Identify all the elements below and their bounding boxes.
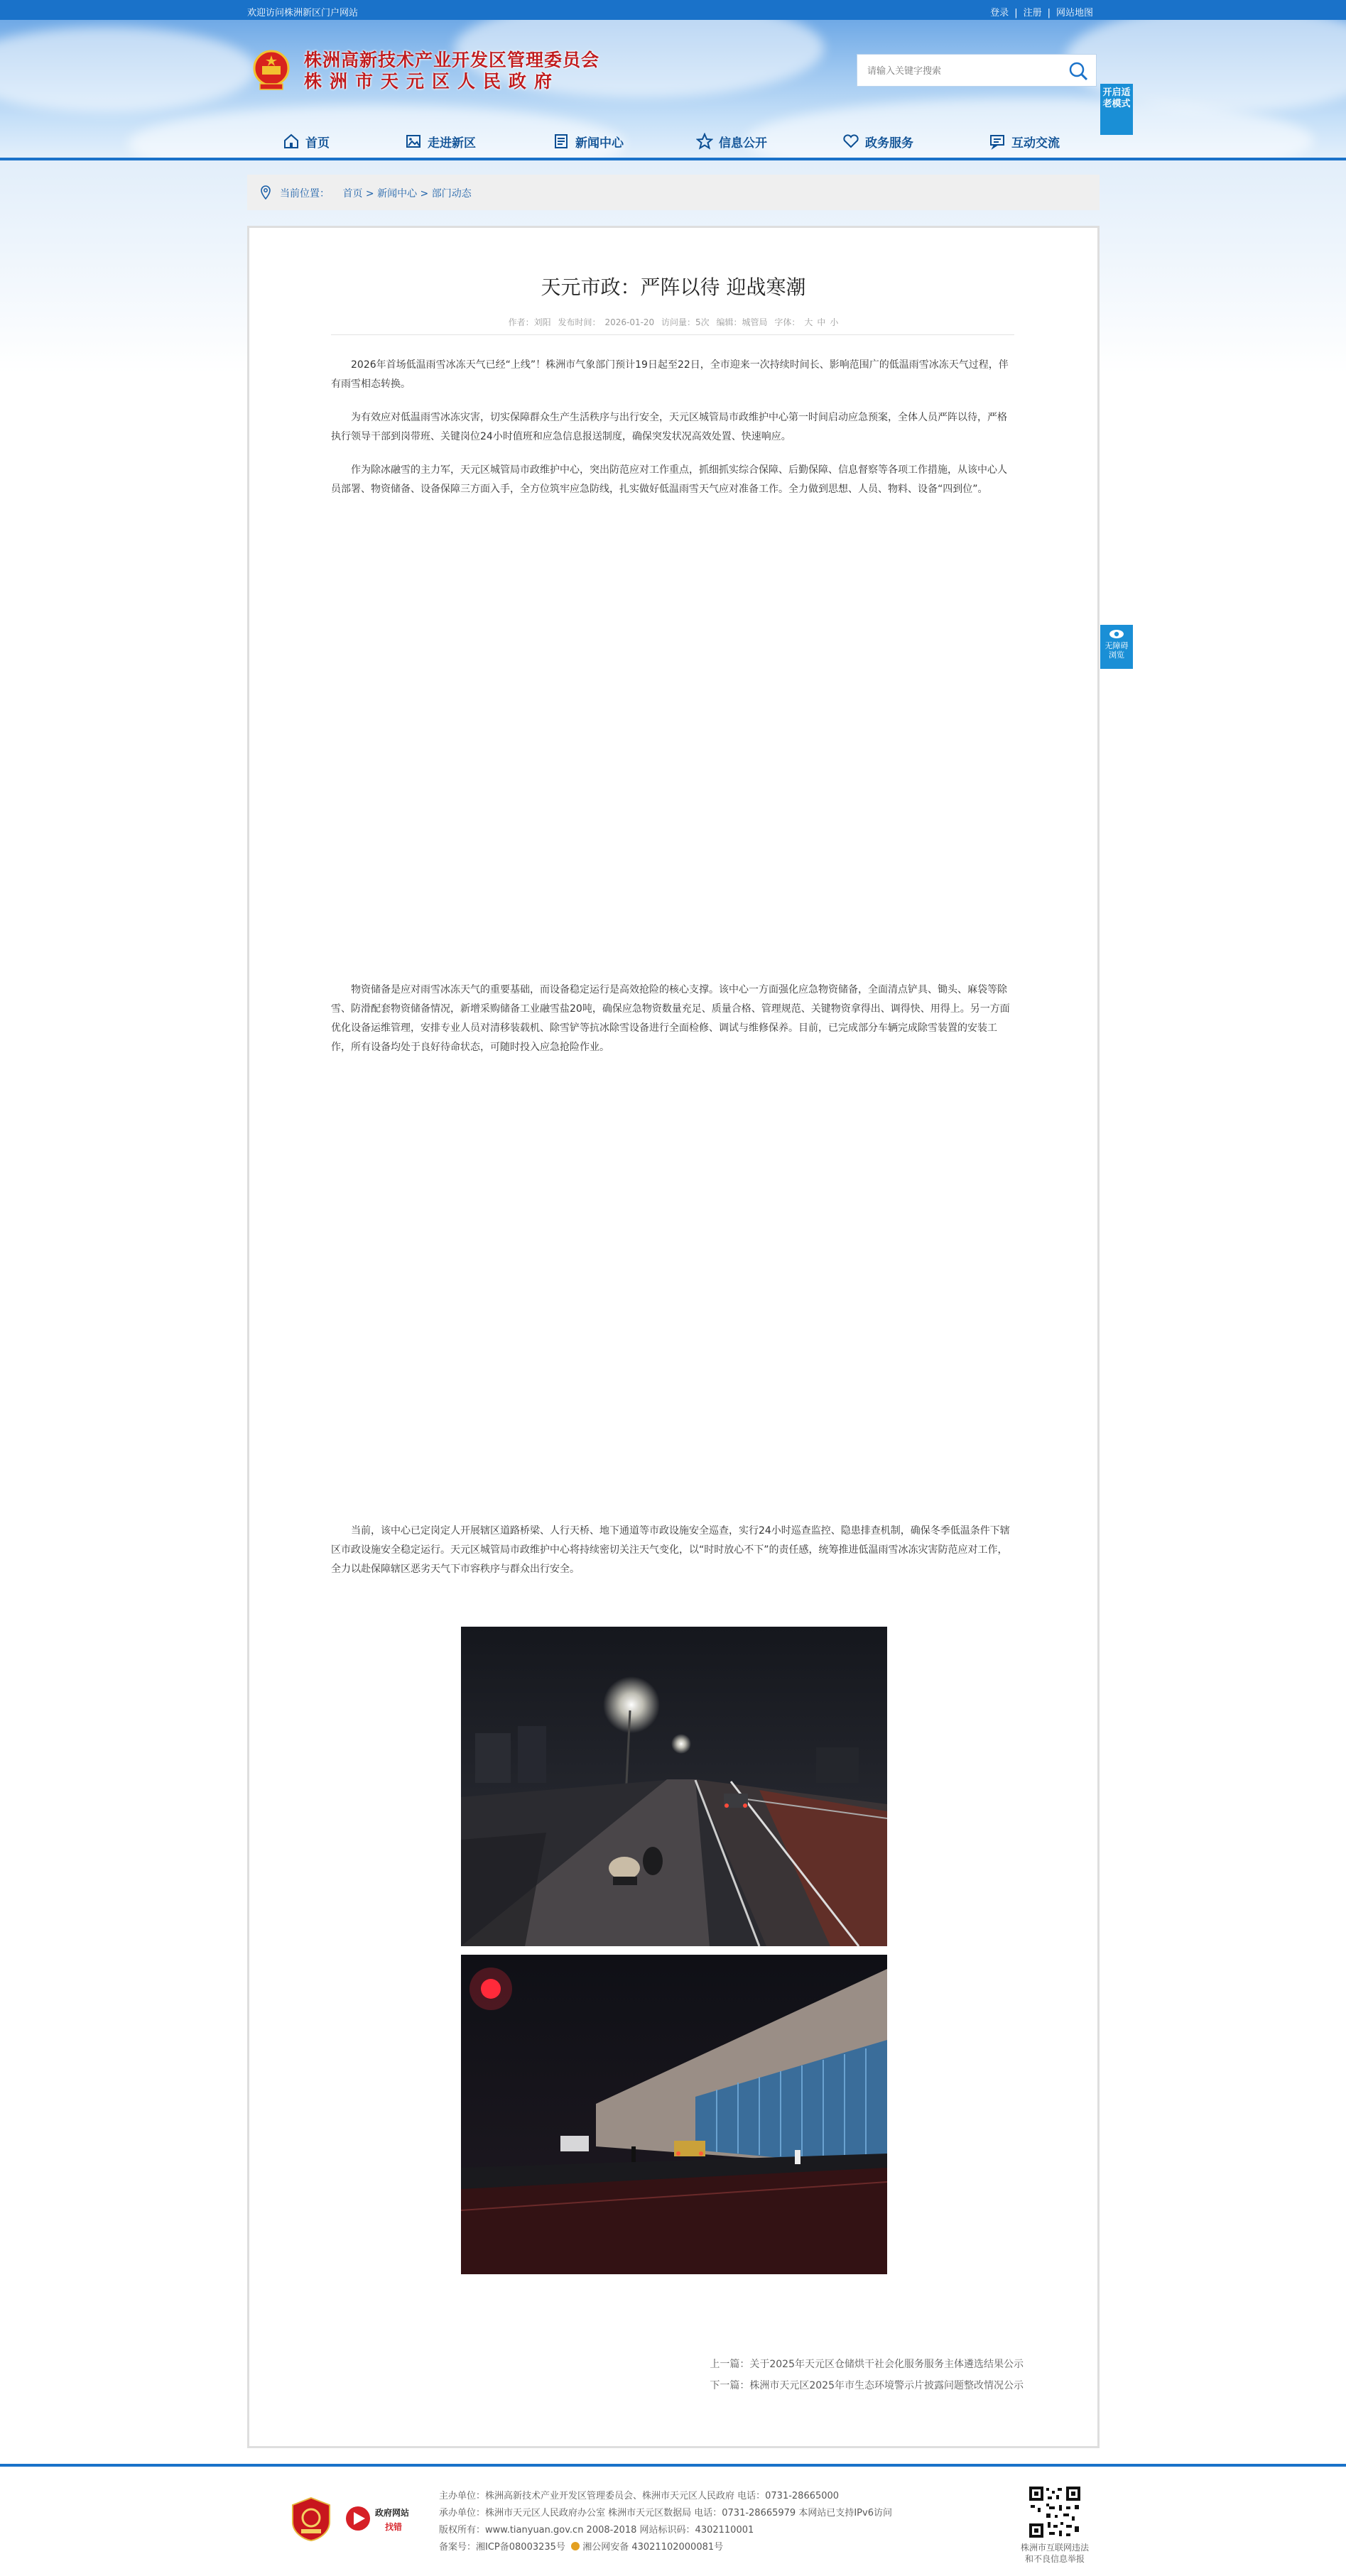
police-beian-link[interactable]: 湘公网安备 43021102000081号 — [582, 2542, 724, 2553]
meta-author: 作者：刘阳 — [508, 317, 551, 327]
nav-item-about[interactable] — [405, 131, 476, 152]
national-emblem-icon — [253, 48, 290, 91]
nav-item-services[interactable] — [842, 131, 913, 152]
separator: | — [1047, 8, 1051, 18]
nav-item-info[interactable] — [696, 131, 767, 152]
breadcrumb-sep: > — [420, 188, 429, 200]
article-meta — [249, 316, 1097, 328]
account-links — [987, 5, 1096, 18]
qr-caption — [1009, 2542, 1101, 2565]
meta-font-label: 字体： — [774, 317, 800, 327]
login-link[interactable]: 登录 — [990, 8, 1009, 18]
meta-date: 2026-01-20 — [604, 317, 655, 327]
party-government-badge-icon[interactable] — [291, 2496, 331, 2542]
article-paragraph: 物资储备是应对雨雪冰冻天气的重要基础，而设备稳定运行是高效抢险的核心支撑。该中心一方面强化应急物资储备，全面清点铲具、锄头、麻袋等除雪、防滑配套物资储备情况，新增采购储备工业融雪盐20吨，确保应急物资数量充足、质量合格、管理规范、关键物资拿得出、调得快、用得上。另一方面优化设备运维管理，安排专业人员对清移装载机、除雪铲等抗冰除雪设备进行全面检修、调试与维修保养。目前，已完成部分车辆完成除雪装置的安装工作，所有设备均处于良好待命状态，可随时投入应急抢险作业。 — [331, 984, 1010, 1053]
meta-date-label: 发布时间： — [558, 317, 601, 327]
nav-label: 新闻中心 — [575, 136, 624, 151]
breadcrumb-text — [280, 186, 472, 200]
breadcrumb-label: 当前位置： — [280, 188, 330, 200]
article-photo-station — [461, 1955, 887, 2274]
nav-label: 互动交流 — [1011, 136, 1060, 151]
qr-code-icon — [1028, 2485, 1082, 2539]
newspaper-icon — [553, 133, 570, 150]
star-icon — [696, 133, 713, 150]
nav-label: 走进新区 — [428, 136, 476, 151]
search-input[interactable] — [867, 63, 1059, 77]
accessibility-label: 无障碍浏览 — [1105, 641, 1129, 660]
article-paragraph: 作为除冰融雪的主力军，天元区城管局市政维护中心，突出防范应对工作重点，抓细抓实综合保障、后勤保障、信息督察等各项工作措施，从该中心人员部署、物资储备、设备保障三方面入手，全方位筑牢应急防线，扎实做好低温雨雪天气应对准备工作。全力做到思想、人员、物料、设备“四到位”。 — [331, 464, 1007, 495]
breadcrumb-home[interactable]: 首页 — [342, 188, 363, 200]
chat-icon — [989, 133, 1006, 150]
next-article-link[interactable]: 下一篇：株洲市天元区2025年市生态环境警示片披露问题整改情况公示 — [710, 2380, 1024, 2391]
gov-site-error-report-logo[interactable] — [344, 2502, 422, 2535]
font-large-button[interactable]: 大 — [804, 317, 813, 327]
meta-divider — [331, 334, 1014, 335]
sitemap-link[interactable]: 网站地图 — [1055, 8, 1093, 18]
site-title[interactable] — [304, 50, 599, 92]
site-title-line1: 株洲高新技术产业开发区管理委员会 — [304, 50, 600, 70]
footer-copyright: 版权所有：www.tianyuan.gov.cn 2008-2018 网站标识码：4302110001 — [439, 2525, 754, 2536]
picture-icon — [405, 133, 422, 150]
heart-hand-icon — [842, 133, 859, 150]
home-icon — [283, 133, 300, 150]
font-medium-button[interactable]: 中 — [817, 317, 826, 327]
accessibility-button[interactable] — [1100, 625, 1133, 669]
nav-item-news[interactable] — [553, 131, 624, 152]
breadcrumb-sep: > — [365, 188, 374, 200]
prev-article-link[interactable]: 上一篇：关于2025年天元区仓储烘干社会化服务服务主体遴选结果公示 — [710, 2359, 1024, 2370]
main-nav — [0, 125, 1346, 158]
nav-item-home[interactable] — [283, 131, 330, 152]
logo-text-line1: 政府网站 — [375, 2508, 410, 2518]
welcome-text: 欢迎访问株洲新区门户网站 — [247, 8, 359, 18]
footer-info — [439, 2488, 892, 2556]
font-small-button[interactable]: 小 — [830, 317, 839, 327]
police-badge-icon — [571, 2542, 580, 2550]
article-paragraph: 当前，该中心已定岗定人开展辖区道路桥梁、人行天桥、地下通道等市政设施安全巡查，实行24小时巡查监控、隐患排查机制，确保冬季低温条件下辖区市政设施安全稳定运行。天元区城管局市政维护中心将持续密切关注天气变化，以“时时放心不下”的责任感，统筹推进低温雨雪冰冻灾害防范应对工作，全力以赴保障辖区恶劣天气下市容秩序与群众出行安全。 — [331, 1525, 1010, 1575]
article-container — [247, 226, 1100, 2448]
search-box — [857, 54, 1097, 87]
site-title-line2: 株洲市天元区人民政府 — [304, 71, 560, 92]
nav-label: 首页 — [305, 136, 330, 151]
search-icon[interactable] — [1068, 60, 1089, 82]
location-pin-icon — [260, 185, 271, 200]
article-title: 天元市政：严阵以待 迎战寒潮 — [541, 275, 806, 299]
breadcrumb — [247, 175, 1100, 210]
breadcrumb-news[interactable]: 新闻中心 — [377, 188, 418, 200]
site-footer — [0, 2467, 1346, 2576]
nav-item-interact[interactable] — [989, 131, 1060, 152]
footer-host: 主办单位：株洲高新技术产业开发区管理委员会、株洲市天元区人民政府 电话：0731-28665000 — [439, 2491, 840, 2501]
register-link[interactable]: 注册 — [1023, 8, 1042, 18]
logo-text-line2: 找错 — [385, 2522, 403, 2532]
top-bar — [0, 0, 1346, 20]
footer-beian-row — [439, 2539, 892, 2556]
nav-label: 信息公开 — [719, 136, 767, 151]
eye-icon — [1109, 629, 1124, 639]
article-paragraph: 2026年首场低温雨雪冰冻天气已经“上线”！株洲市气象部门预计19日起至22日，全市迎来一次持续时间长、影响范围广的低温雨雪冰冻天气过程，伴有雨雪相态转换。 — [331, 359, 1009, 390]
meta-views: 访问量：5次 — [661, 317, 710, 327]
meta-editor: 编辑：城管局 — [716, 317, 768, 327]
qr-caption-line2: 和不良信息举报 — [1024, 2554, 1085, 2564]
nav-label: 政务服务 — [865, 136, 913, 151]
breadcrumb-current[interactable]: 部门动态 — [431, 188, 472, 200]
footer-organizer: 承办单位：株洲市天元区人民政府办公室 株洲市天元区数据局 电话：0731-28665979 本网站已支持IPv6访问 — [439, 2508, 892, 2518]
care-mode-button[interactable]: 开启适老模式 — [1100, 84, 1133, 135]
icp-link[interactable]: 备案号：湘ICP备08003235号 — [439, 2542, 565, 2553]
article-photo-road — [461, 1627, 887, 1946]
separator: | — [1014, 8, 1018, 18]
article-paragraph: 为有效应对低温雨雪冰冻灾害，切实保障群众生产生活秩序与出行安全，天元区城管局市政维护中心第一时间启动应急预案，全体人员严阵以待，严格执行领导干部到岗带班、关键岗位24小时值班和应急信息报送制度，确保突发状况高效处置、快速响应。 — [331, 412, 1007, 442]
qr-caption-line1: 株洲市互联网违法 — [1020, 2543, 1089, 2553]
